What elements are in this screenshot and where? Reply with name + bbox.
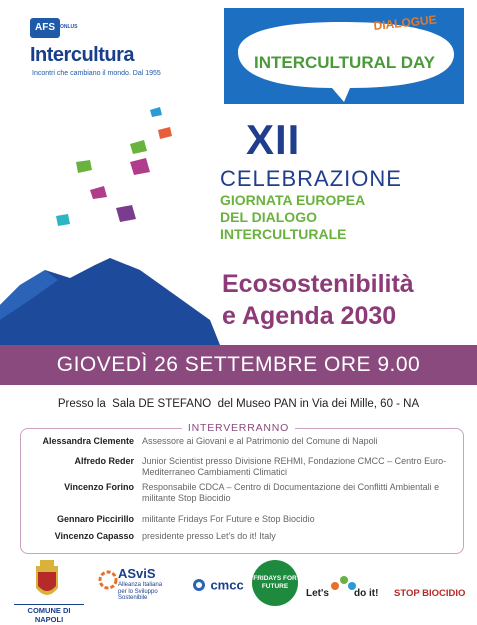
event-theme-line-2: e Agenda 2030 bbox=[222, 302, 397, 330]
cmcc-globe-icon bbox=[192, 578, 206, 592]
asvis-sub-2: per lo Sviluppo Sostenibile bbox=[118, 589, 158, 601]
speaker-role: Assessore ai Giovani e al Patrimonio del Comune di Napoli bbox=[142, 436, 378, 446]
letsdoit-text-1: Let's bbox=[306, 588, 329, 599]
event-venue: Presso la Sala DE STEFANO del Museo PAN in Via dei Mille, 60 - NA bbox=[57, 398, 420, 410]
speaker-name: Vincenzo Capasso bbox=[54, 531, 134, 541]
speaker-role: militante Fridays For Future e Stop Biocidio bbox=[142, 514, 315, 524]
comune-napoli-label: COMUNE DI NAPOLI bbox=[14, 604, 84, 624]
cmcc-name: cmcc bbox=[210, 577, 244, 593]
event-name-line-1: GIORNATA EUROPEA bbox=[220, 192, 366, 208]
speaker-role: Responsabile CDCA – Centro di Documentazione dei Conflitti Ambientali e militante Stop Biocidio bbox=[142, 482, 440, 503]
asvis-name: ASviS bbox=[118, 566, 156, 581]
comune-napoli-crest bbox=[32, 558, 62, 602]
speaker-name: Vincenzo Forino bbox=[64, 482, 134, 492]
fridays-for-future-logo bbox=[252, 560, 298, 606]
speakers-heading-text: INTERVERRANNO bbox=[182, 422, 295, 434]
asvis-sub-1: Alleanza Italiana bbox=[118, 582, 163, 588]
onlus-label: ONLUS bbox=[60, 24, 78, 30]
speakers-heading bbox=[0, 418, 477, 436]
cmcc-logo bbox=[192, 576, 244, 594]
speaker-role: presidente presso Let's do it! Italy bbox=[142, 531, 276, 541]
event-date-banner: GIOVEDÌ 26 SETTEMBRE ORE 9.00 bbox=[0, 345, 477, 385]
speaker-name: Gennaro Piccirillo bbox=[56, 514, 134, 524]
event-name-line-2: DEL DIALOGO bbox=[220, 209, 317, 225]
brand-tagline: Incontri che cambiano il mondo. Dal 1955 bbox=[32, 70, 161, 77]
speaker-role: Junior Scientist presso Divisione REHMI, Fondazione CMCC – Centro Euro-Mediterraneo Cambiamenti Climatici bbox=[142, 456, 447, 477]
banner-dialogue-text: DIALOGUE bbox=[372, 12, 438, 33]
event-name bbox=[220, 192, 365, 243]
event-theme bbox=[222, 268, 414, 332]
fridays-for-future-text: FRIDAYS FOR FUTURE bbox=[253, 575, 297, 590]
asvis-ring-icon bbox=[98, 570, 118, 590]
asvis-logo bbox=[98, 566, 184, 606]
edition-number: XII bbox=[246, 116, 301, 163]
stop-biocidio-logo: STOP BIOCIDIO bbox=[394, 588, 466, 599]
intercultural-day-banner bbox=[224, 8, 464, 104]
intercultura-brand: Intercultura bbox=[30, 44, 135, 66]
event-name-line-3: INTERCULTURALE bbox=[220, 226, 347, 242]
afs-logo: AFS bbox=[30, 18, 60, 38]
event-theme-line-1: Ecosostenibilità bbox=[222, 270, 414, 298]
celebration-label: CELEBRAZIONE bbox=[220, 166, 402, 191]
speaker-name: Alessandra Clemente bbox=[42, 436, 134, 446]
letsdoit-text-2: do it! bbox=[354, 588, 379, 599]
vesuvius-illustration bbox=[0, 240, 220, 345]
flying-books-illustration bbox=[50, 100, 200, 240]
letsdoit-logo bbox=[306, 574, 386, 604]
banner-main-text: INTERCULTURAL DAY bbox=[254, 53, 436, 72]
speaker-name: Alfredo Reder bbox=[74, 456, 134, 466]
